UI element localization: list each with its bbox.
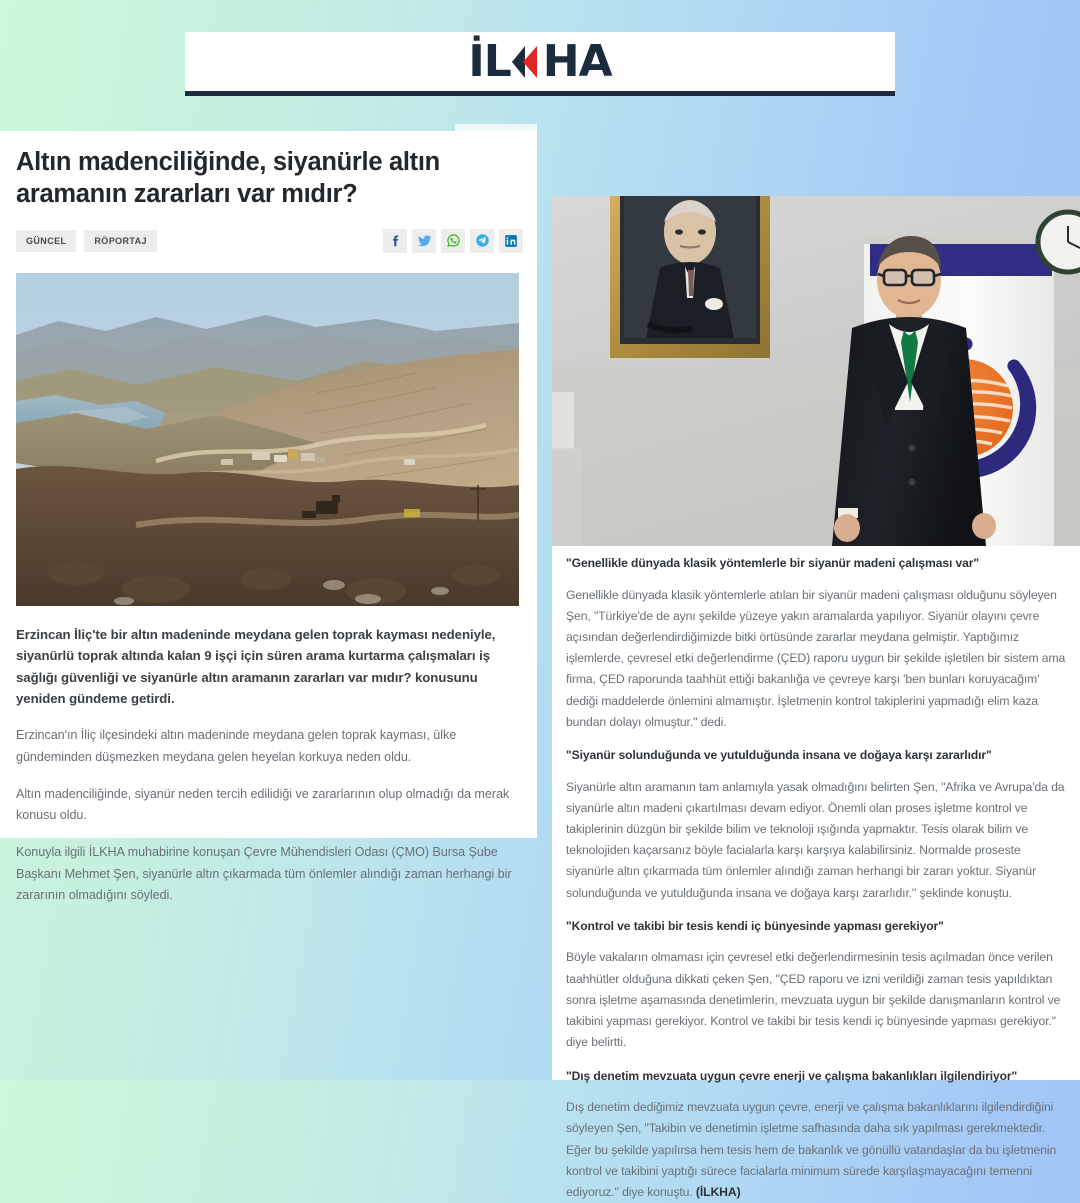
tag-roportaj[interactable]: RÖPORTAJ [84, 230, 157, 252]
interview-paragraph-4-text: Dış denetim dediğimiz mevzuata uygun çevre, enerji ve çalışma bakanlıklarını ilgilendirdiğini söyleyen Şen, "Takibin ve denetimin işletme safhasında daha sık yapılması gerekmektedir. Eğer bu şekilde yapılırsa hem tesis hem de bakanlık ve gönüllü vatandaşlar da bu işletmenin kontrol ve takibini yaptığı sürece facialarla minimum sürede karşılaşmayacağını temenni ediyoruz." diye konuştu. [566, 1100, 1057, 1199]
tag-group [16, 230, 157, 252]
interview-heading-2: "Siyanür solunduğunda ve yutulduğunda insana ve doğaya karşı zararlıdır" [566, 748, 992, 763]
interview-panel [552, 196, 1080, 1199]
share-facebook-button[interactable] [383, 229, 407, 253]
article-meta-row [16, 229, 523, 253]
share-linkedin-button[interactable] [499, 229, 523, 253]
article-hero-photo [16, 273, 519, 606]
share-whatsapp-button[interactable] [441, 229, 465, 253]
article-lead-paragraph: Erzincan İliç'te bir altın madeninde meydana gelen toprak kayması nedeniyle, siyanürlü toprak altında kalan 9 işçi için süren arama kurtarma çalışmaları iş sağlığı güvenliği ve siyanürle altın aramanın zararları var mıdır? konusunu yeniden gündeme getirdi. [16, 626, 496, 706]
site-masthead [185, 32, 895, 96]
interview-heading-3: "Kontrol ve takibi bir tesis kendi iç bünyesinde yapması gerekiyor" [566, 918, 944, 933]
interview-body [552, 546, 1080, 1203]
share-twitter-button[interactable] [412, 229, 436, 253]
whatsapp-icon [446, 233, 461, 248]
tag-guncel[interactable]: GÜNCEL [16, 230, 76, 252]
interview-paragraph-3: Böyle vakaların olmaması için çevresel etki değerlendirmesinin tesis açılmadan önce verilen taahhütler olduğuna dikkati çeken Şen, "ÇED raporu ve izni verildiği zaman tesis yapıldıktan sonra işletme aşamasında denetimlerin, mevzuata uygun bir şekilde danışmanların kontrol ve takibini yapması gerekiyor. Kontrol ve takibi bir tesis kendi iç bünyesinde yapması gerekiyor." diye belirtti. [566, 950, 1061, 1050]
page-title: Altın madenciliğinde, siyanürle altın aramanın zararları var mıdır? [16, 148, 440, 208]
share-telegram-button[interactable] [470, 229, 494, 253]
article-paragraph-1: Erzincan'ın İliç ilçesindeki altın madeninde meydana gelen toprak kayması, ülke gündeminden düşmezken meydana gelen heyelan korkuya neden oldu. [16, 728, 457, 764]
article-paragraph-3: Konuyla ilgili İLKHA muhabirine konuşan Çevre Mühendisleri Odası (ÇMO) Bursa Şube Başkanı Mehmet Şen, siyanürle altın çıkarmada tüm önlemler alındığı zaman herhangi bir zararının olmadığını söyledi. [16, 844, 512, 903]
share-group [383, 229, 523, 253]
interview-heading-1: "Genellikle dünyada klasik yöntemlerle bir siyanür madeni çalışması var" [566, 556, 979, 570]
linkedin-icon [504, 234, 518, 248]
twitter-icon [417, 233, 432, 248]
interview-paragraph-1: Genellikle dünyada klasik yöntemlerle atılan bir siyanür madeni çalışması olduğunu söyleyen Şen, "Türkiye'de de aynı şekilde yüzeye yakın aramalarda yapılıyor. Siyanür olayını çevre açısından değerlendirdiğimizde bitki örtüsünde zararlar meydana gelmiştir. Yaptığımız işlemlerde, çevresel etki değerlendirme (ÇED) raporu uygun bir şekilde işletilen bir sistem ama firma, ÇED raporunda taahhüt ettiği bakanlığa ve çevreye karşı 'ben bunları koruyacağım' dediği maddelerde önlemini almamıştır. İşletmenin kontrol takiplerini yapmadığı elim kaza bundan dolayı olmuştur." dedi. [566, 587, 1066, 729]
interview-paragraph-4 [566, 1097, 1066, 1203]
telegram-icon [475, 233, 490, 248]
logo-text-right: HA [542, 35, 612, 87]
facebook-icon [388, 234, 402, 248]
office-portrait-illustration [552, 196, 1080, 546]
interview-byline: (İLKHA) [695, 1184, 741, 1199]
interview-paragraph-2: Siyanürle altın aramanın tam anlamıyla yasak olmadığını belirten Şen, "Afrika ve Avrupa'da da siyanürle altın madeni çıkartılması devam ediyor. Önemli olan proses işletme kontrol ve takiplerinin düzgün bir şekilde bilim ve teknoloji ışığında yapmaktır. Tesis olarak bilim ve teknolojiden kaçarsanız böyle facialarla karşı karşıya kalabilirsiniz. Normalde proseste siyanürle altın çıkarmada tüm önlemler alındığı zaman herhangi bir zararı yoktur. Siyanür solunduğunda ve yutulduğunda insana ve doğaya karşı zararlıdır." şeklinde konuştu. [566, 779, 1065, 900]
article-paragraph-2: Altın madenciliğinde, siyanür neden tercih edilidiği ve zararlarının olup olmadığı da merak konusu oldu. [16, 786, 510, 823]
wall-clock [1038, 212, 1080, 272]
ataturk-portrait [610, 196, 770, 358]
mine-landscape-illustration [16, 273, 519, 606]
double-chevron-left-icon [512, 40, 542, 84]
interview-heading-4: "Dış denetim mevzuata uygun çevre enerji ve çalışma bakanlıkları ilgilendiriyor" [566, 1068, 1018, 1083]
ilkha-logo[interactable] [468, 35, 612, 87]
interview-portrait-photo [552, 196, 1080, 546]
article-panel [0, 131, 537, 903]
logo-text-left: İL [468, 35, 511, 87]
